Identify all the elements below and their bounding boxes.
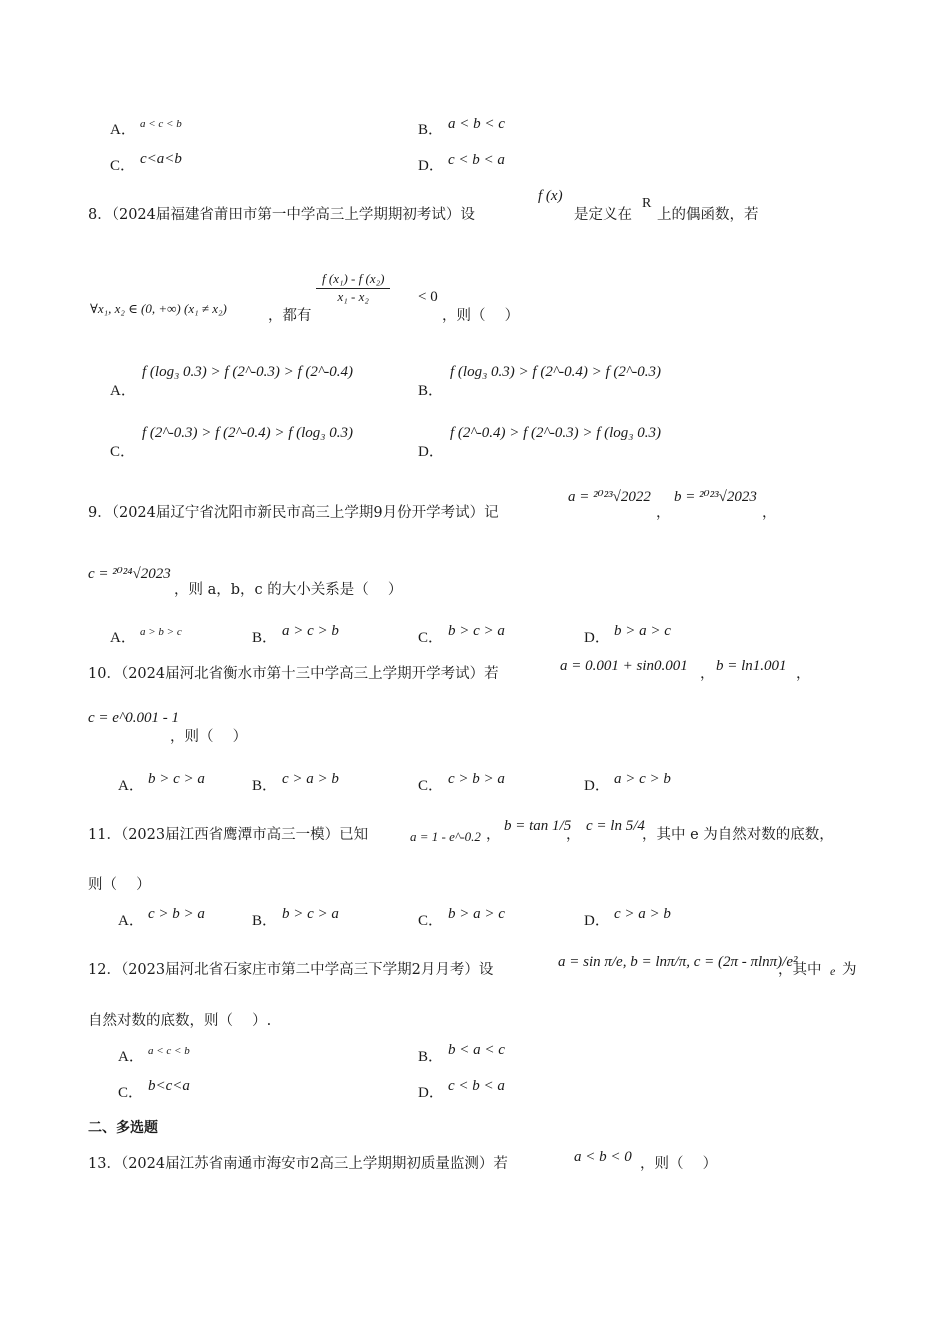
- q9-sep-2: ，: [762, 505, 777, 521]
- q8-real-set: R: [642, 196, 652, 211]
- q10-b-expr: b = ln1.001: [716, 658, 787, 674]
- q10-option-c-label: C．: [418, 778, 444, 794]
- q11-option-b-label: B．: [252, 913, 278, 929]
- q10-tail: ，则（ ）: [170, 729, 248, 745]
- q8-lt-zero: < 0: [418, 289, 438, 305]
- q8-text-mid: 是定义在: [574, 207, 632, 223]
- q7-option-b: a < b < c: [448, 116, 505, 132]
- q8-option-a-label: A．: [110, 383, 136, 399]
- q9-source: （2024届辽宁省沈阳市新民市高三上学期9月份开学考试）记: [111, 505, 499, 521]
- q8-option-b: f (log₃ 0.3) > f (2^-0.4) > f (2^-0.3): [450, 364, 661, 380]
- q11-option-c-label: C．: [418, 913, 444, 929]
- q11-line2: 则（ ）: [88, 877, 151, 893]
- q9-option-b-label: B．: [252, 630, 278, 646]
- q10-sep: ，: [700, 666, 715, 682]
- q10-option-c: c > b > a: [448, 771, 505, 787]
- q10-option-d: a > c > b: [614, 771, 671, 787]
- q12-option-b: b < a < c: [448, 1042, 505, 1058]
- q11-option-b: b > c > a: [282, 906, 339, 922]
- q11-option-a-label: A．: [118, 913, 144, 929]
- q11-sep-1: ，: [486, 827, 501, 843]
- q12-stem: [88, 958, 493, 979]
- q11-source: （2023届江西省鹰潭市高三一模）已知: [120, 827, 369, 843]
- q8-frac-den: x₁ - x₂: [337, 289, 369, 305]
- q12-option-c: b<c<a: [148, 1078, 190, 1094]
- q10-sep-2: ，: [796, 666, 811, 682]
- q11-option-a: c > b > a: [148, 906, 205, 922]
- q9-option-a-label: A．: [110, 630, 136, 646]
- q9-tail: ，则 a，b，c 的大小关系是（ ）: [174, 582, 403, 598]
- q8-option-a: f (log₃ 0.3) > f (2^-0.3) > f (2^-0.4): [142, 364, 353, 380]
- q12-option-d-label: D．: [418, 1085, 444, 1101]
- q11-option-d: c > a > b: [614, 906, 671, 922]
- q8-option-c: f (2^-0.3) > f (2^-0.4) > f (log₃ 0.3): [142, 425, 353, 441]
- q10-stem: [88, 662, 499, 683]
- q8-frac-num: f (x₁) - f (x₂): [316, 272, 390, 289]
- q8-option-c-label: C．: [110, 444, 136, 460]
- q13-number: 13．: [88, 1156, 121, 1172]
- q9-option-a: a > b > c: [140, 626, 182, 638]
- q8-source: （2024届福建省莆田市第一中学高三上学期期初考试）设: [111, 207, 475, 223]
- q7-option-c: c<a<b: [140, 151, 182, 167]
- q10-option-a: b > c > a: [148, 771, 205, 787]
- q9-stem: [88, 501, 499, 522]
- q12-tail-post: 为: [842, 962, 857, 978]
- q8-option-d: f (2^-0.4) > f (2^-0.3) > f (log₃ 0.3): [450, 425, 661, 441]
- q12-option-d: c < b < a: [448, 1078, 505, 1094]
- q10-number: 10．: [88, 666, 121, 682]
- q10-source: （2024届河北省衡水市第十三中学高三上学期开学考试）若: [120, 666, 499, 682]
- q13-tail: ，则（ ）: [640, 1156, 718, 1172]
- q9-a-expr: a = ²⁰²³√2022: [568, 489, 651, 505]
- q12-option-b-label: B．: [418, 1049, 444, 1065]
- q10-option-d-label: D．: [584, 778, 610, 794]
- q11-option-c: b > a > c: [448, 906, 505, 922]
- q12-tail-pre: ，其中: [778, 962, 822, 978]
- q8-number: 8．: [88, 207, 112, 223]
- q11-tail: ，其中 e 为自然对数的底数，: [642, 827, 834, 843]
- q9-option-d-label: D．: [584, 630, 610, 646]
- q11-number: 11．: [88, 827, 121, 843]
- q7-option-c-label: C．: [110, 158, 136, 174]
- q11-c-expr: c = ln 5/4: [586, 818, 645, 834]
- q8-stem: [88, 203, 475, 224]
- q10-a-expr: a = 0.001 + sin0.001: [560, 658, 688, 674]
- q11-stem: [88, 823, 368, 844]
- q9-c-expr: c = ²⁰²⁴√2023: [88, 566, 171, 582]
- section-heading-multiple-choice: 二、多选题: [88, 1120, 158, 1136]
- q10-option-b-label: B．: [252, 778, 278, 794]
- q11-a-expr: a = 1 - e^-0.2: [410, 829, 481, 844]
- q8-option-d-label: D．: [418, 444, 444, 460]
- q7-option-a-label: A．: [110, 122, 136, 138]
- q9-option-c-label: C．: [418, 630, 444, 646]
- q11-b-expr: b = tan 1/5: [504, 818, 572, 834]
- q12-number: 12．: [88, 962, 121, 978]
- q7-option-d: c < b < a: [448, 152, 505, 168]
- q8-text-post: 上的偶函数，若: [657, 207, 759, 223]
- q8-fraction: [316, 272, 390, 305]
- q13-stem: [88, 1152, 508, 1173]
- q7-option-d-label: D．: [418, 158, 444, 174]
- q8-fx: f (x): [538, 188, 563, 204]
- q8-cond-end: ，则（ ）: [442, 308, 520, 324]
- q12-option-c-label: C．: [118, 1085, 144, 1101]
- q11-option-d-label: D．: [584, 913, 610, 929]
- q9-b-expr: b = ²⁰²³√2023: [674, 489, 757, 505]
- q9-option-d: b > a > c: [614, 623, 671, 639]
- q8-condition: ∀x₁, x₂ ∈ (0, +∞) (x₁ ≠ x₂): [90, 301, 227, 316]
- q13-source: （2024届江苏省南通市海安市2高三上学期期初质量监测）若: [120, 1156, 508, 1172]
- q13-expr: a < b < 0: [574, 1149, 632, 1165]
- q12-expr: a = sin π/e, b = lnπ/π, c = (2π - πlnπ)/e²: [558, 954, 798, 970]
- q8-option-b-label: B．: [418, 383, 444, 399]
- q10-c-expr: c = e^0.001 - 1: [88, 710, 180, 726]
- q7-option-a: a < c < b: [140, 118, 182, 130]
- q12-line2: 自然对数的底数，则（ ）.: [88, 1013, 272, 1029]
- q11-sep-2: ，: [566, 827, 581, 843]
- q12-source: （2023届河北省石家庄市第二中学高三下学期2月月考）设: [120, 962, 494, 978]
- q10-option-b: c > a > b: [282, 771, 339, 787]
- q10-option-a-label: A．: [118, 778, 144, 794]
- q12-option-a: a < c < b: [148, 1045, 190, 1057]
- q9-option-c: b > c > a: [448, 623, 505, 639]
- q12-e: e: [830, 964, 836, 978]
- q8-cond-mid: ，都有: [268, 308, 312, 324]
- q9-number: 9．: [88, 505, 112, 521]
- q12-option-a-label: A．: [118, 1049, 144, 1065]
- q7-option-b-label: B．: [418, 122, 444, 138]
- q9-option-b: a > c > b: [282, 623, 339, 639]
- q9-sep-1: ，: [656, 505, 671, 521]
